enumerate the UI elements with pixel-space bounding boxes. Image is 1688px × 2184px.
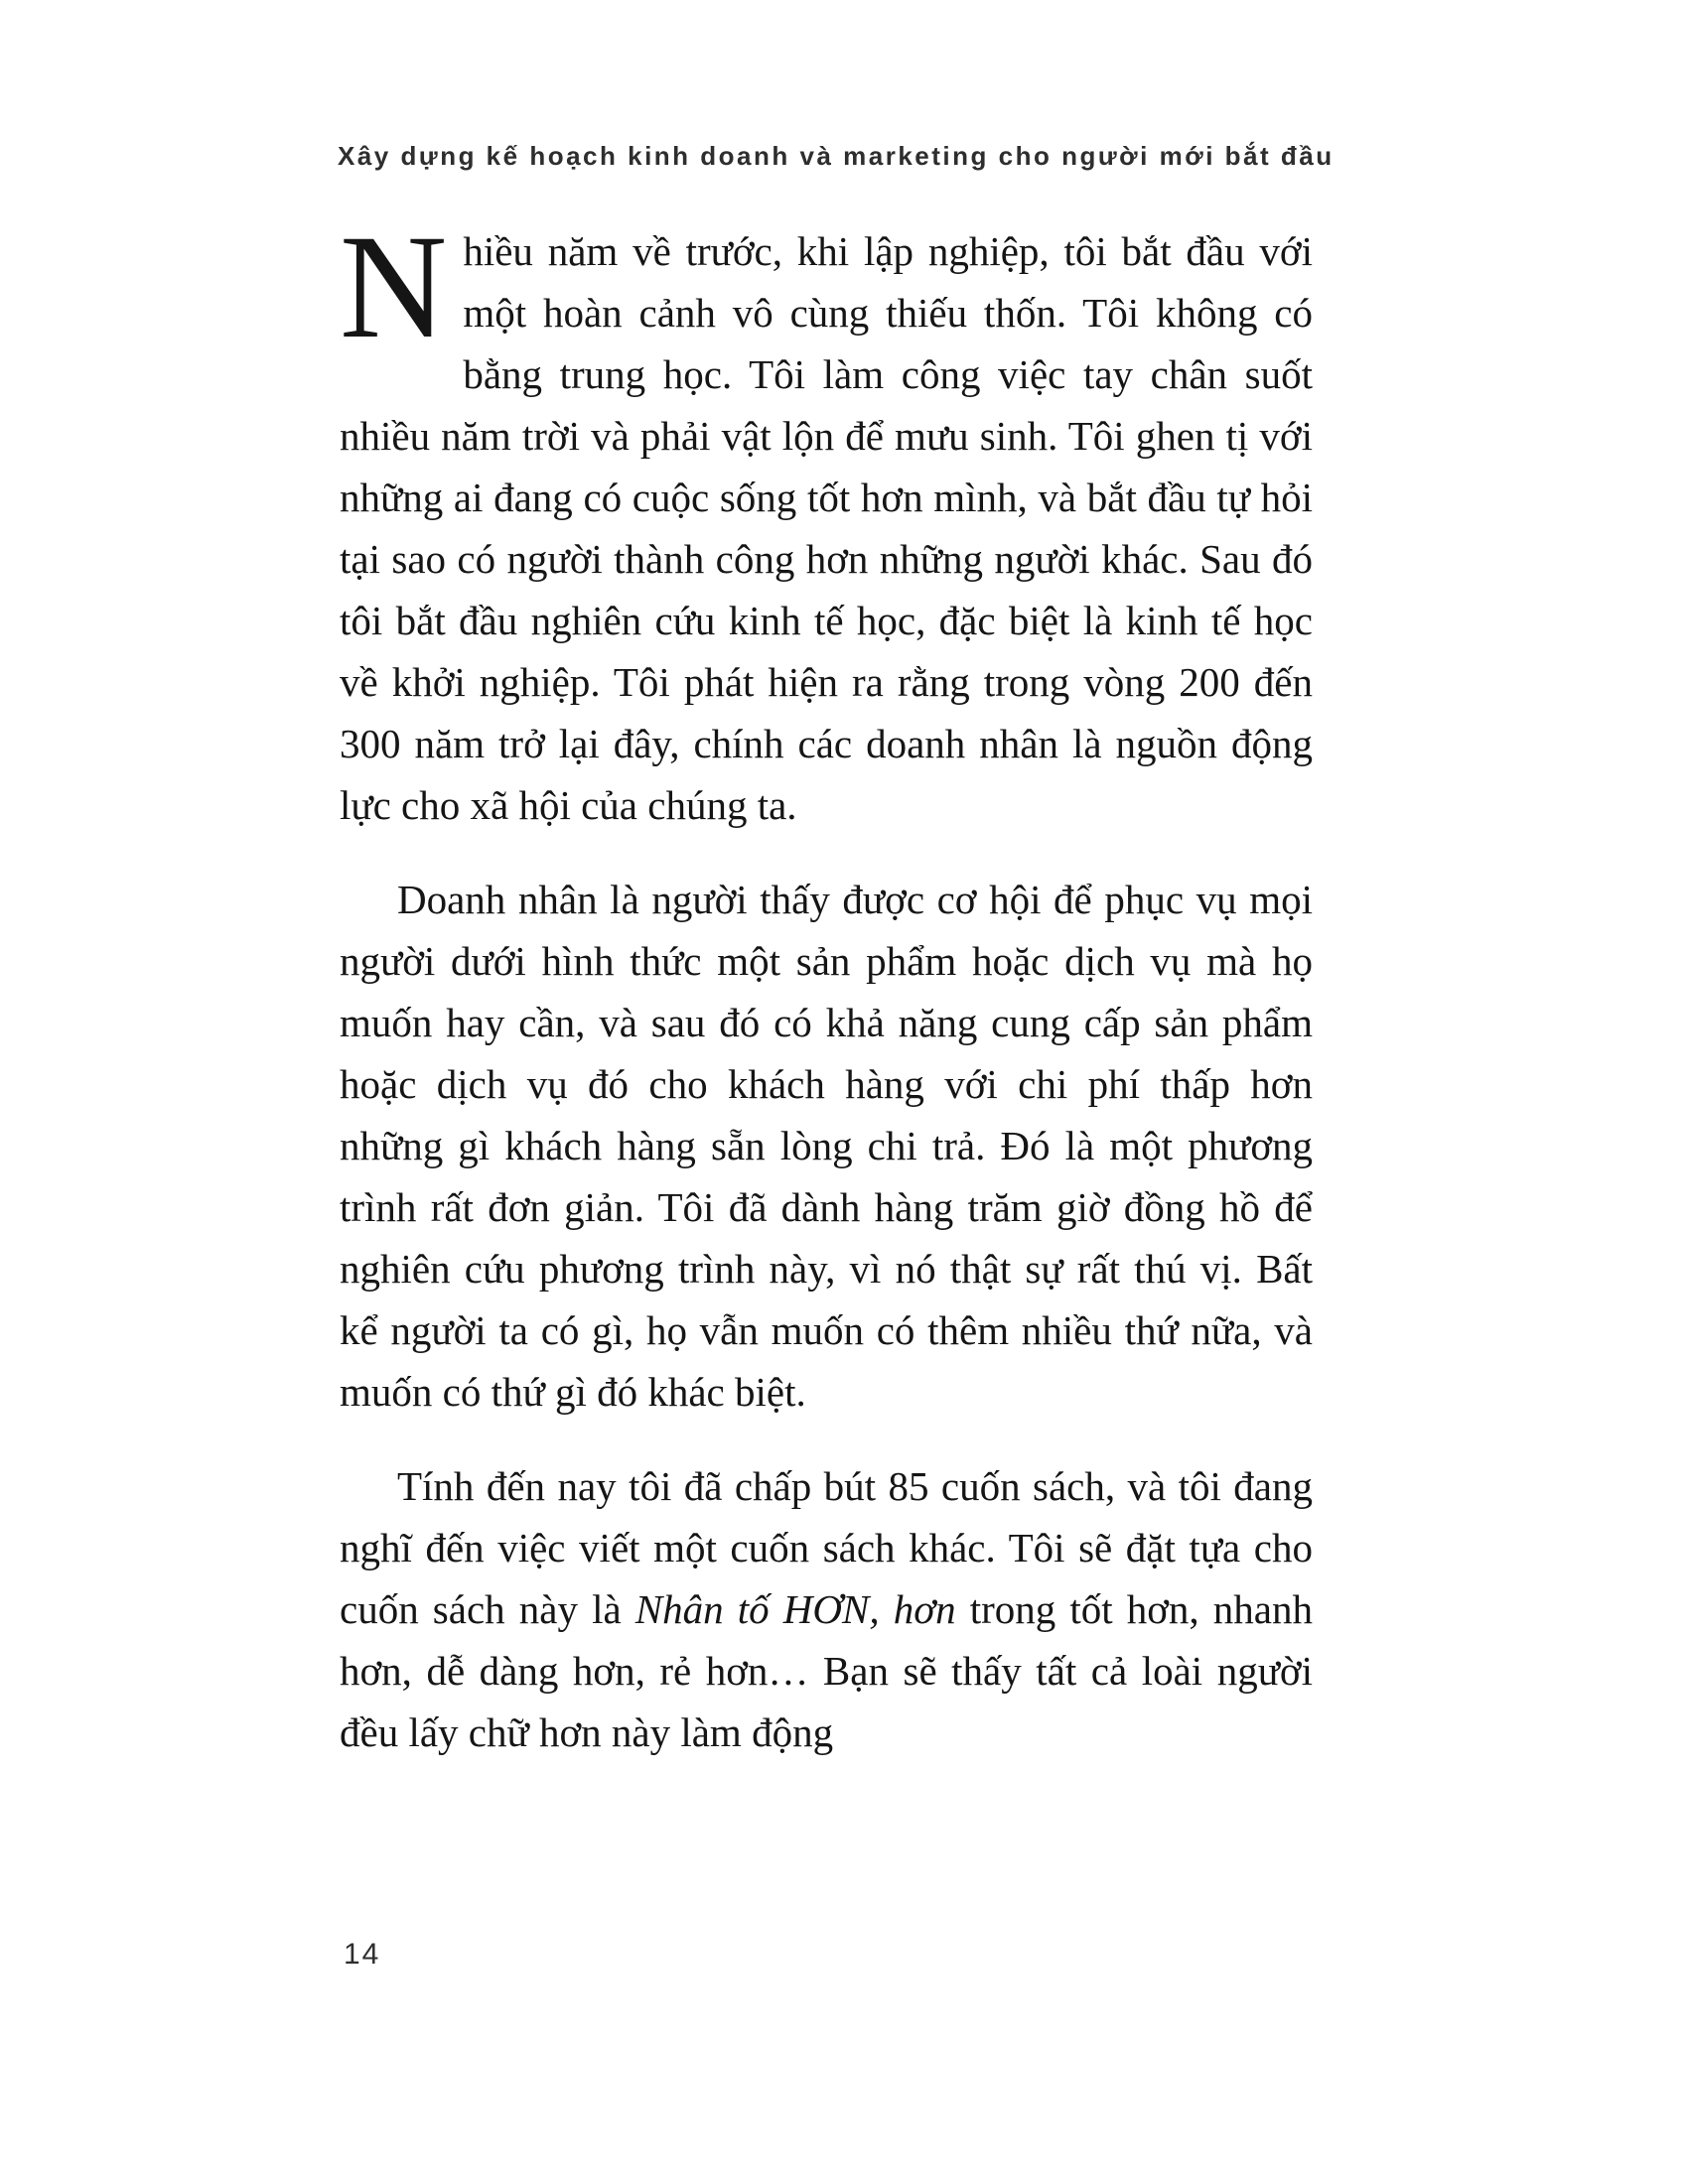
- running-header: Xây dựng kế hoạch kinh doanh và marketing cho người mới bắt đầu: [338, 141, 1335, 171]
- drop-cap: N: [340, 205, 448, 369]
- text-run: Tính đến nay tôi đã chấp bút 85 cuốn sách, và tôi đang nghĩ đến việc viết một cuốn sách khác. Tôi sẽ đặt tựa cho cuốn sách này là: [340, 1463, 1313, 1632]
- page-body: [340, 205, 1313, 1796]
- page-number: 14: [344, 1938, 381, 1971]
- text-run: trong tốt hơn, nhanh hơn, dễ dàng hơn, rẻ hơn… Bạn sẽ thấy tất cả loài người đều lấy chữ hơn này làm động: [340, 1586, 1313, 1755]
- text-run: hiều năm về trước, khi lập nghiệp, tôi bắt đầu với một hoàn cảnh vô cùng thiếu thốn. Tôi không có bằng trung học. Tôi làm công việc tay chân suốt nhiều năm trời và phải vật lộn để mưu sinh. Tôi ghen tị với những ai đang có cuộc sống tốt hơn mình, và bắt đầu tự hỏi tại sao có người thành công hơn những người khác. Sau đó tôi bắt đầu nghiên cứu kinh tế học, đặc biệt là kinh tế học về khởi nghiệp. Tôi phát hiện ra rằng trong vòng 200 đến 300 năm trở lại đây, chính các doanh nhân là nguồn động lực cho xã hội của chúng ta.: [340, 228, 1313, 828]
- paragraph: [340, 1455, 1313, 1763]
- italic-text-run: Nhân tố HƠN, hơn: [634, 1586, 956, 1632]
- text-run: Doanh nhân là người thấy được cơ hội để phục vụ mọi người dưới hình thức một sản phẩm hoặc dịch vụ mà họ muốn hay cần, và sau đó có khả năng cung cấp sản phẩm hoặc dịch vụ đó cho khách hàng với chi phí thấp hơn những gì khách hàng sẵn lòng chi trả. Đó là một phương trình rất đơn giản. Tôi đã dành hàng trăm giờ đồng hồ để nghiên cứu phương trình này, vì nó thật sự rất thú vị. Bất kể người ta có gì, họ vẫn muốn có thêm nhiều thứ nữa, và muốn có thứ gì đó khác biệt.: [340, 877, 1313, 1415]
- paragraph: [340, 205, 1313, 836]
- paragraph: [340, 869, 1313, 1423]
